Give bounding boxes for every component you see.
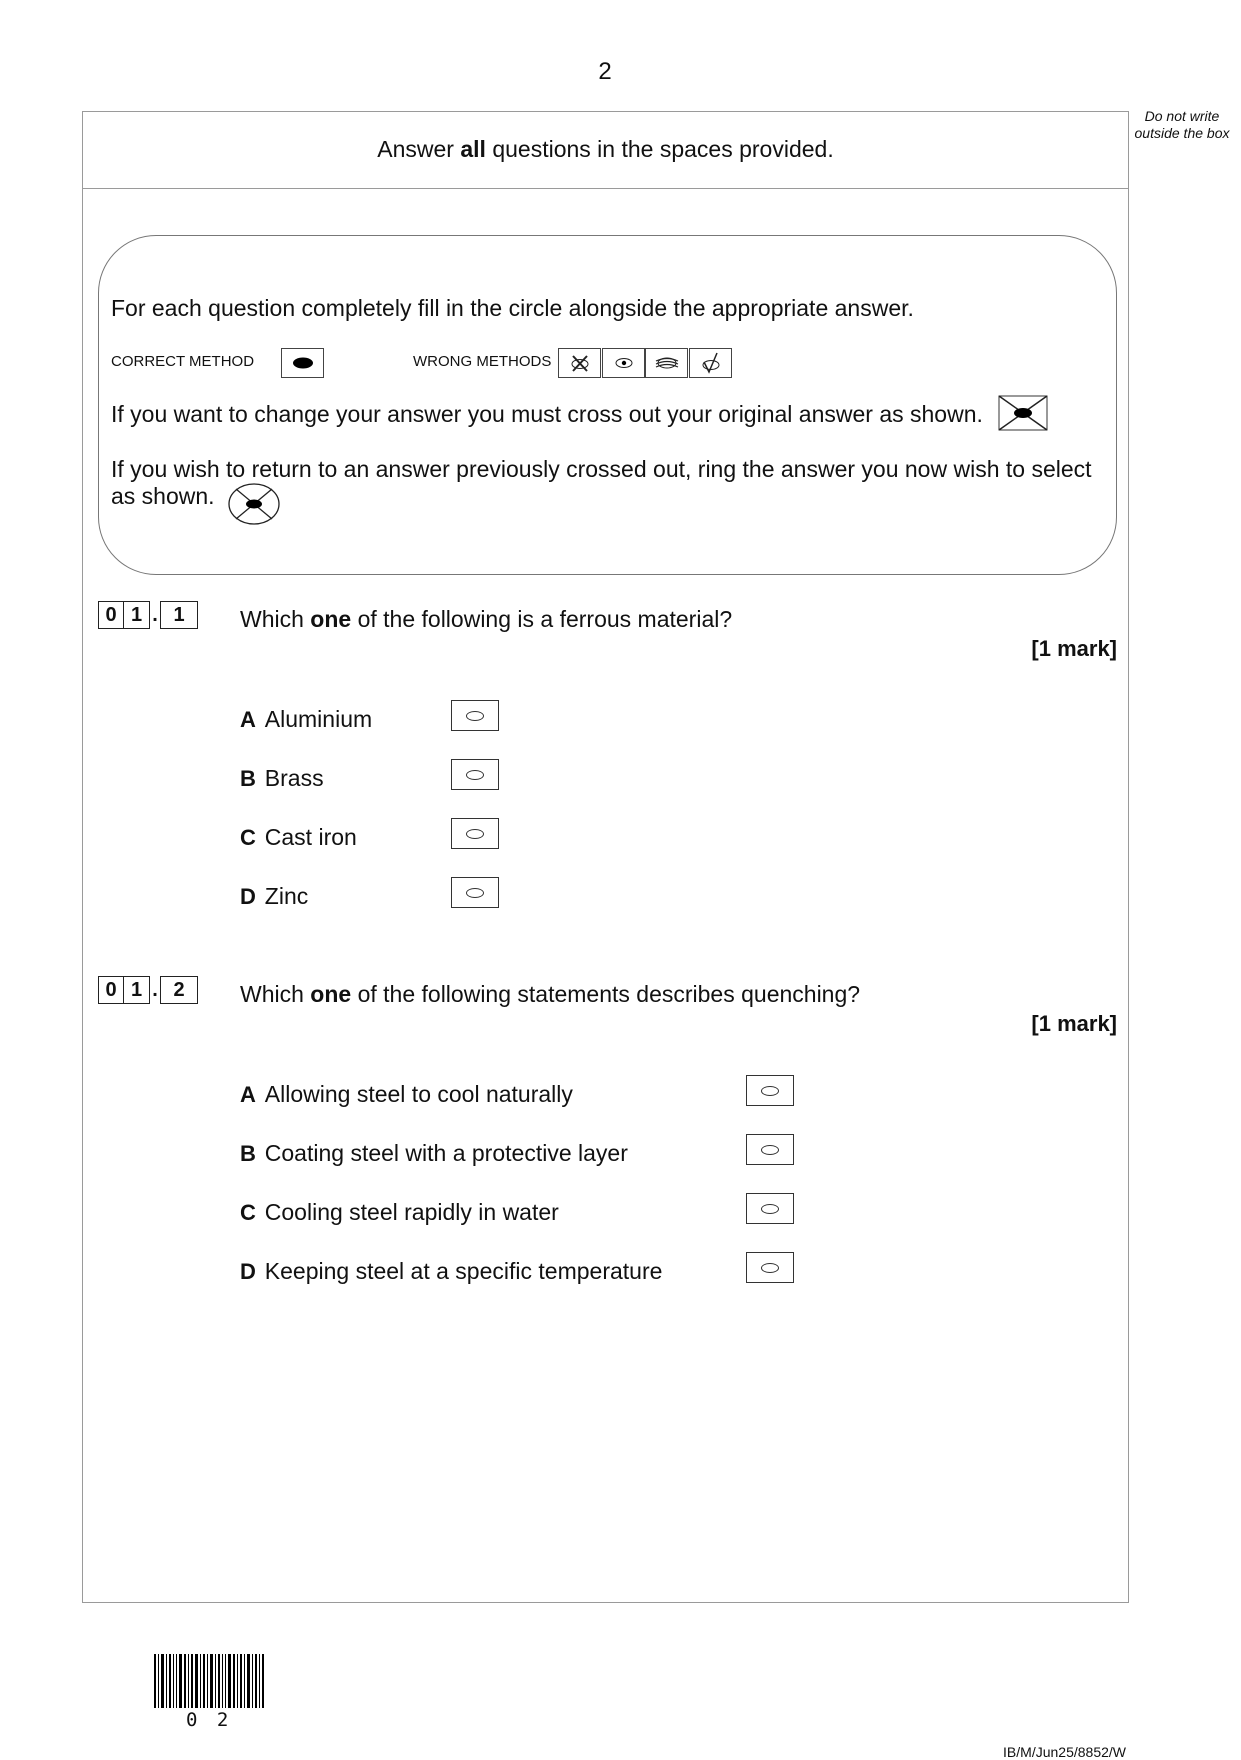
empty-oval-icon: [466, 770, 484, 780]
question-text-pre: Which: [240, 981, 311, 1007]
ringed-cross-icon: [226, 481, 282, 527]
question-text-post: of the following is a ferrous material?: [351, 606, 733, 632]
option-row: [240, 765, 324, 792]
ringed-answer-example: [226, 481, 282, 532]
instruction-divider: [82, 188, 1129, 189]
qnum-digit: 1: [160, 601, 198, 629]
question-number-01-1: [98, 601, 198, 629]
footer-code: IB/M/Jun25/8852/W: [1003, 1744, 1126, 1760]
filled-oval-icon: [291, 356, 315, 370]
option-label: Zinc: [264, 883, 309, 909]
empty-oval-icon: [761, 1204, 779, 1214]
option-label: Cast iron: [264, 824, 357, 850]
dotted-oval-icon: [612, 356, 636, 370]
crossed-box-icon: [998, 395, 1048, 431]
crossed-answer-example: [998, 395, 1048, 436]
correct-method-example: [281, 348, 324, 378]
method-change-text: If you want to change your answer you must cross out your original answer as shown.: [111, 401, 983, 427]
empty-oval-icon: [466, 711, 484, 721]
option-row: [240, 1199, 559, 1226]
barcode-icon: [154, 1654, 266, 1713]
answer-oval-01-2-d[interactable]: [746, 1252, 794, 1283]
empty-oval-icon: [761, 1145, 779, 1155]
option-label: Aluminium: [264, 706, 373, 732]
page-number: 2: [598, 58, 612, 85]
qnum-dot: .: [152, 603, 158, 626]
wrong-method-cross: [558, 348, 601, 378]
question-01-2-text: [240, 981, 860, 1008]
method-line-1: For each question completely fill in the circle alongside the appropriate answer.: [111, 295, 914, 321]
answer-oval-01-1-a[interactable]: [451, 700, 499, 731]
empty-oval-icon: [761, 1086, 779, 1096]
answer-oval-01-2-a[interactable]: [746, 1075, 794, 1106]
option-label: Keeping steel at a specific temperature: [264, 1258, 663, 1284]
margin-note: Do not write outside the box: [1134, 108, 1230, 141]
instruction-bold: all: [460, 136, 486, 162]
correct-method-label: CORRECT METHOD: [111, 353, 255, 370]
option-letter: C: [240, 825, 256, 850]
option-row: [240, 1081, 573, 1108]
option-row: [240, 706, 372, 733]
answer-oval-01-2-c[interactable]: [746, 1193, 794, 1224]
crossed-oval-icon: [568, 353, 592, 373]
qnum-digit: 0: [98, 601, 124, 629]
option-label: Coating steel with a protective layer: [264, 1140, 628, 1166]
method-return-text-2: as shown.: [111, 483, 215, 509]
option-row: [240, 1258, 662, 1285]
question-number-01-2: [98, 976, 198, 1004]
method-return-text-1: If you wish to return to an answer previously crossed out, ring the answer you now wish to select: [111, 456, 1092, 482]
answer-oval-01-1-d[interactable]: [451, 877, 499, 908]
instruction-pre: Answer: [377, 136, 461, 162]
answer-oval-01-1-b[interactable]: [451, 759, 499, 790]
wrong-method-tick: [689, 348, 732, 378]
option-label: Brass: [264, 765, 324, 791]
question-01-1-marks: [1 mark]: [1031, 636, 1117, 661]
option-letter: A: [240, 707, 256, 732]
question-01-2-marks: [1 mark]: [1031, 1011, 1117, 1036]
qnum-digit: 2: [160, 976, 198, 1004]
instruction-line: [82, 136, 1129, 163]
option-label: Cooling steel rapidly in water: [264, 1199, 559, 1225]
answer-oval-01-2-b[interactable]: [746, 1134, 794, 1165]
wrong-method-scribble: [645, 348, 688, 378]
answer-oval-01-1-c[interactable]: [451, 818, 499, 849]
wrong-methods-label: WRONG METHODS: [413, 353, 552, 370]
wrong-method-dot: [602, 348, 645, 378]
qnum-digit: 1: [124, 601, 150, 629]
question-text-bold: one: [310, 606, 352, 632]
option-label: Allowing steel to cool naturally: [264, 1081, 573, 1107]
scribbled-oval-icon: [653, 355, 681, 371]
option-row: [240, 883, 308, 910]
question-text-post: of the following statements describes quenching?: [351, 981, 861, 1007]
barcode-digits: 0 2: [186, 1709, 233, 1731]
instruction-post: questions in the spaces provided.: [485, 136, 834, 162]
option-row: [240, 824, 357, 851]
question-text-bold: one: [310, 981, 352, 1007]
empty-oval-icon: [466, 888, 484, 898]
ticked-oval-icon: [699, 352, 723, 374]
question-01-1-text: [240, 606, 732, 633]
option-letter: C: [240, 1200, 256, 1225]
question-text-pre: Which: [240, 606, 311, 632]
empty-oval-icon: [761, 1263, 779, 1273]
empty-oval-icon: [466, 829, 484, 839]
option-letter: B: [240, 766, 256, 791]
qnum-dot: .: [152, 978, 158, 1001]
option-letter: D: [240, 884, 256, 909]
qnum-digit: 1: [124, 976, 150, 1004]
option-letter: B: [240, 1141, 256, 1166]
qnum-digit: 0: [98, 976, 124, 1004]
option-letter: D: [240, 1259, 256, 1284]
option-letter: A: [240, 1082, 256, 1107]
option-row: [240, 1140, 628, 1167]
